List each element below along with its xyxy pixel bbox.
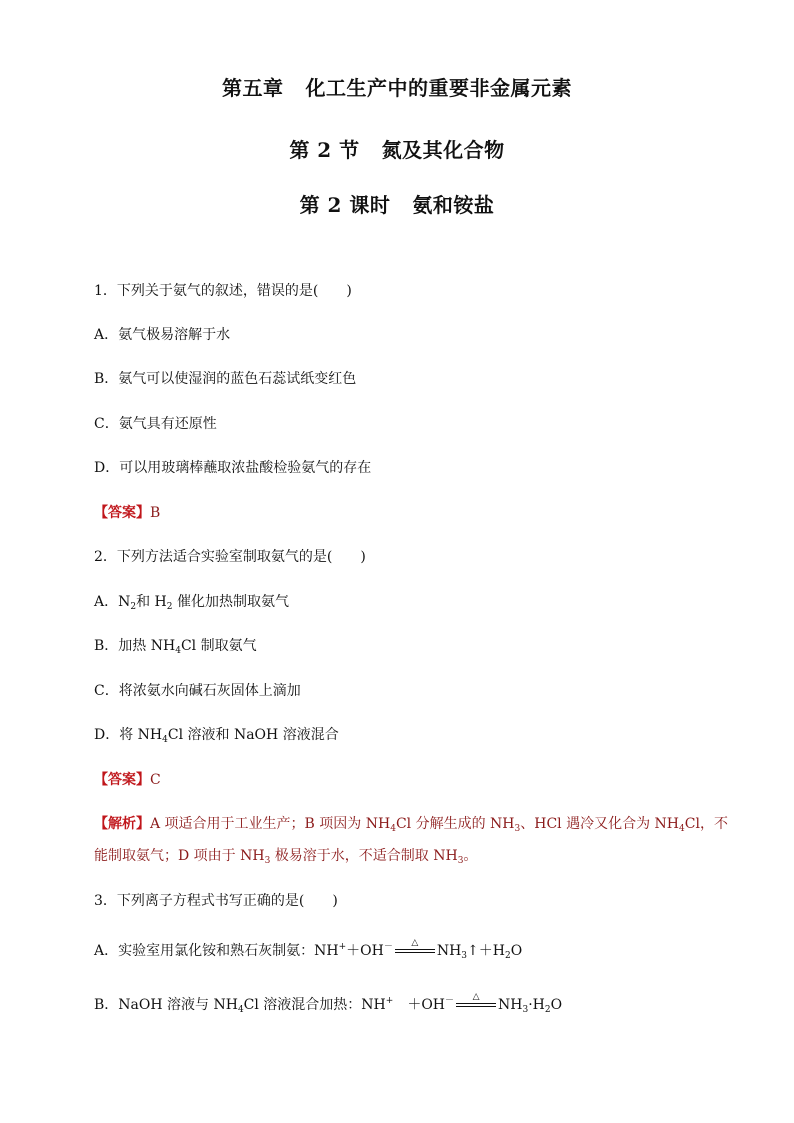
superscript: +	[385, 996, 394, 1006]
subscript: 3	[264, 856, 271, 866]
subscript: 2	[544, 1005, 551, 1015]
chapter-heading	[0, 72, 794, 101]
subscript: 4	[162, 735, 168, 745]
text: ·H	[528, 997, 545, 1013]
q3-option-a	[94, 938, 523, 961]
subscript: 3	[522, 1005, 529, 1015]
text: A．实验室用氯化铵和熟石灰制氨：NH	[94, 943, 339, 959]
answer-value: C	[150, 772, 161, 788]
answer-label: 【答案】	[94, 772, 150, 788]
section-title: 氮及其化合物	[381, 138, 505, 162]
q2-analysis-line1	[94, 815, 728, 833]
q2-option-b	[94, 637, 257, 655]
lesson-title: 氨和铵盐	[412, 193, 495, 217]
q2-option-c: C．将浓氨水向碱石灰固体上滴加	[94, 683, 301, 699]
text: A 项适合用于工业生产；B 项因为 NH	[150, 816, 391, 832]
text: Cl 溶液和 NaOH 溶液混合	[167, 727, 339, 743]
q1-option-c: C．氨气具有还原性	[94, 416, 217, 432]
subscript: 4	[175, 646, 181, 656]
delta-label: △	[411, 938, 419, 948]
q1-answer	[94, 504, 160, 522]
text: A．N	[94, 594, 131, 610]
superscript: －	[383, 942, 393, 952]
q1-option-a: A．氨气极易溶解于水	[94, 327, 231, 343]
subscript: 3	[514, 824, 521, 834]
text: 能制取氨气；D 项由于 NH	[94, 848, 265, 864]
text: 、HCl 遇冷又化合为 NH	[520, 816, 680, 832]
q2-answer	[94, 771, 161, 789]
text: B．加热 NH	[94, 638, 176, 654]
subscript: 2	[504, 951, 511, 961]
subscript: 4	[237, 1005, 244, 1015]
subscript: 2	[130, 602, 137, 612]
text: ＋OH	[346, 943, 384, 959]
superscript: －	[445, 996, 455, 1006]
answer-value: B	[150, 505, 161, 521]
text: ↑＋H	[467, 943, 505, 959]
q2-option-a	[94, 593, 289, 611]
text: 极易溶于水，不适合制取 NH	[270, 848, 458, 864]
q3-option-b	[94, 992, 563, 1015]
q2-analysis-line2	[94, 847, 477, 865]
q2-option-d	[94, 726, 339, 744]
q1-option-d: D．可以用玻璃棒蘸取浓盐酸检验氨气的存在	[94, 460, 372, 476]
chapter-title: 化工生产中的重要非金属元素	[305, 76, 572, 100]
heat-arrow-icon	[456, 992, 496, 1011]
text: B．NaOH 溶液与 NH	[94, 997, 238, 1013]
text: 和 H	[136, 594, 167, 610]
lesson-heading	[0, 189, 794, 218]
text: Cl 分解生成的 NH	[395, 816, 515, 832]
text: NH	[436, 943, 462, 959]
q3-stem: 3．下列离子方程式书写正确的是( )	[94, 893, 338, 909]
subscript: 4	[679, 824, 685, 834]
text: Cl，不	[684, 816, 728, 832]
text: 催化加热制取氨气	[172, 594, 289, 610]
text: ＋OH	[393, 997, 446, 1013]
answer-label: 【答案】	[94, 505, 150, 521]
text: O	[550, 997, 563, 1013]
q2-stem: 2．下列方法适合实验室制取氨气的是( )	[94, 549, 366, 565]
text: NH	[498, 997, 523, 1013]
text: D．将 NH	[94, 727, 163, 743]
q1-stem: 1．下列关于氨气的叙述，错误的是( )	[94, 283, 352, 299]
superscript: +	[338, 942, 347, 952]
heat-arrow-icon	[395, 938, 435, 957]
section-heading	[0, 134, 794, 163]
text: Cl 溶液混合加热：NH	[243, 997, 386, 1013]
text: O	[510, 943, 523, 959]
chapter-number: 第五章	[222, 76, 284, 100]
subscript: 3	[457, 856, 464, 866]
lesson-number: 第 2 课时	[299, 193, 391, 217]
subscript: 3	[461, 951, 468, 961]
text: Cl 制取氨气	[180, 638, 257, 654]
subscript: 4	[390, 824, 396, 834]
q1-option-b: B．氨气可以使湿润的蓝色石蕊试纸变红色	[94, 371, 357, 387]
subscript: 2	[166, 602, 173, 612]
section-number: 第 2 节	[289, 138, 360, 162]
delta-label: △	[472, 992, 480, 1002]
analysis-label: 【解析】	[94, 816, 150, 832]
text: 。	[463, 848, 478, 864]
